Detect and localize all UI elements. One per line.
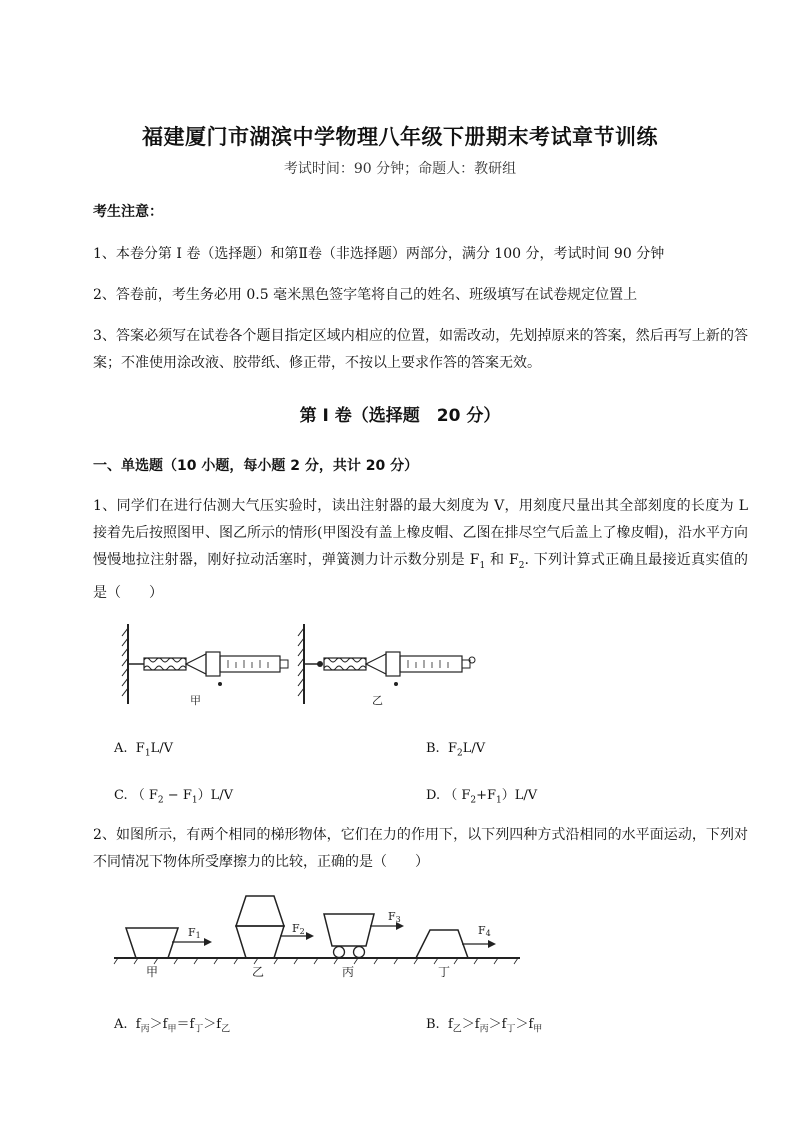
notice-item-2: 2、答卷前，考生务必用 0.5 毫米黑色签字笔将自己的姓名、班级填写在试卷规定位置上 (93, 287, 638, 303)
figure-label-yi: 乙 (372, 694, 383, 707)
question-2-text: 2、如图所示，有两个相同的梯形物体，它们在力的作用下，以下列四种方式沿相同的水平面运动，下列对不同情况下物体所受摩擦力的比较，正确的是（ ） (93, 827, 748, 870)
svg-text:F1: F1 (188, 926, 201, 940)
svg-text:F2: F2 (292, 922, 305, 936)
svg-text:F4: F4 (478, 924, 491, 938)
q1-option-b[interactable]: B. $F_2L/V$ (426, 741, 486, 759)
q2-option-b[interactable]: B. $f_乙>f_丙>f_丁>f_甲$ (426, 1017, 543, 1035)
svg-text:F3: F3 (388, 910, 401, 924)
q1-option-c[interactable]: C. （ $F_2 - F_1)L/V$ (114, 788, 233, 806)
figure-label-bing: 丙 (342, 965, 355, 978)
figure-label-ding: 丁 (438, 965, 451, 978)
figure-label-yi: 乙 (252, 965, 265, 978)
syringe-figure (120, 618, 480, 710)
figure-label-jia: 甲 (190, 694, 201, 707)
part-heading: 一、单选题（10 小题，每小题 2 分，共计 20 分） (93, 458, 419, 474)
notice-item-3: 3、答案必须写在试卷各个题目指定区域内相应的位置，如需改动，先划掉原来的答案，然后再写上新的答案；不准使用涂改液、胶带纸、修正带，不按以上要求作答的答案无效。 (93, 328, 748, 371)
page-title: 福建厦门市湖滨中学物理八年级下册期末考试章节训练 (142, 125, 658, 149)
q2-option-a[interactable]: A. $f_丙>f_甲=f_丁>f_乙$ (114, 1017, 231, 1035)
notice-heading: 考生注意： (93, 204, 163, 220)
section-title: 第 I 卷（选择题 20 分） (299, 406, 501, 426)
notice-item-1: 1、本卷分第 I 卷（选择题）和第Ⅱ卷（非选择题）两部分，满分 100 分，考试时间 90 分钟 (93, 246, 665, 262)
q1-option-a[interactable]: A. $F_1L/V$ (114, 741, 173, 759)
friction-figure (112, 886, 522, 978)
question-1-text: 1、同学们在进行估测大气压实验时，读出注射器的最大刻度为 V，用刻度尺量出其全部刻度的长度为 L 接着先后按照图甲、图乙所示的情形(甲图没有盖上橡皮帽、乙图在排尽空气后盖上了橡皮帽)，沿水平方向慢慢地拉注射器，刚好拉动活塞时，弹簧测力计示数分别是 $F_1$ 和 $F_2$. 下列计算式正确且最接近真实值的是（ ） (93, 498, 748, 601)
exam-info: 考试时间：90 分钟；命题人：教研组 (283, 161, 517, 177)
q1-option-d[interactable]: D. （ $F_2+F_1)L/V$ (426, 788, 538, 806)
figure-label-jia: 甲 (146, 965, 159, 978)
